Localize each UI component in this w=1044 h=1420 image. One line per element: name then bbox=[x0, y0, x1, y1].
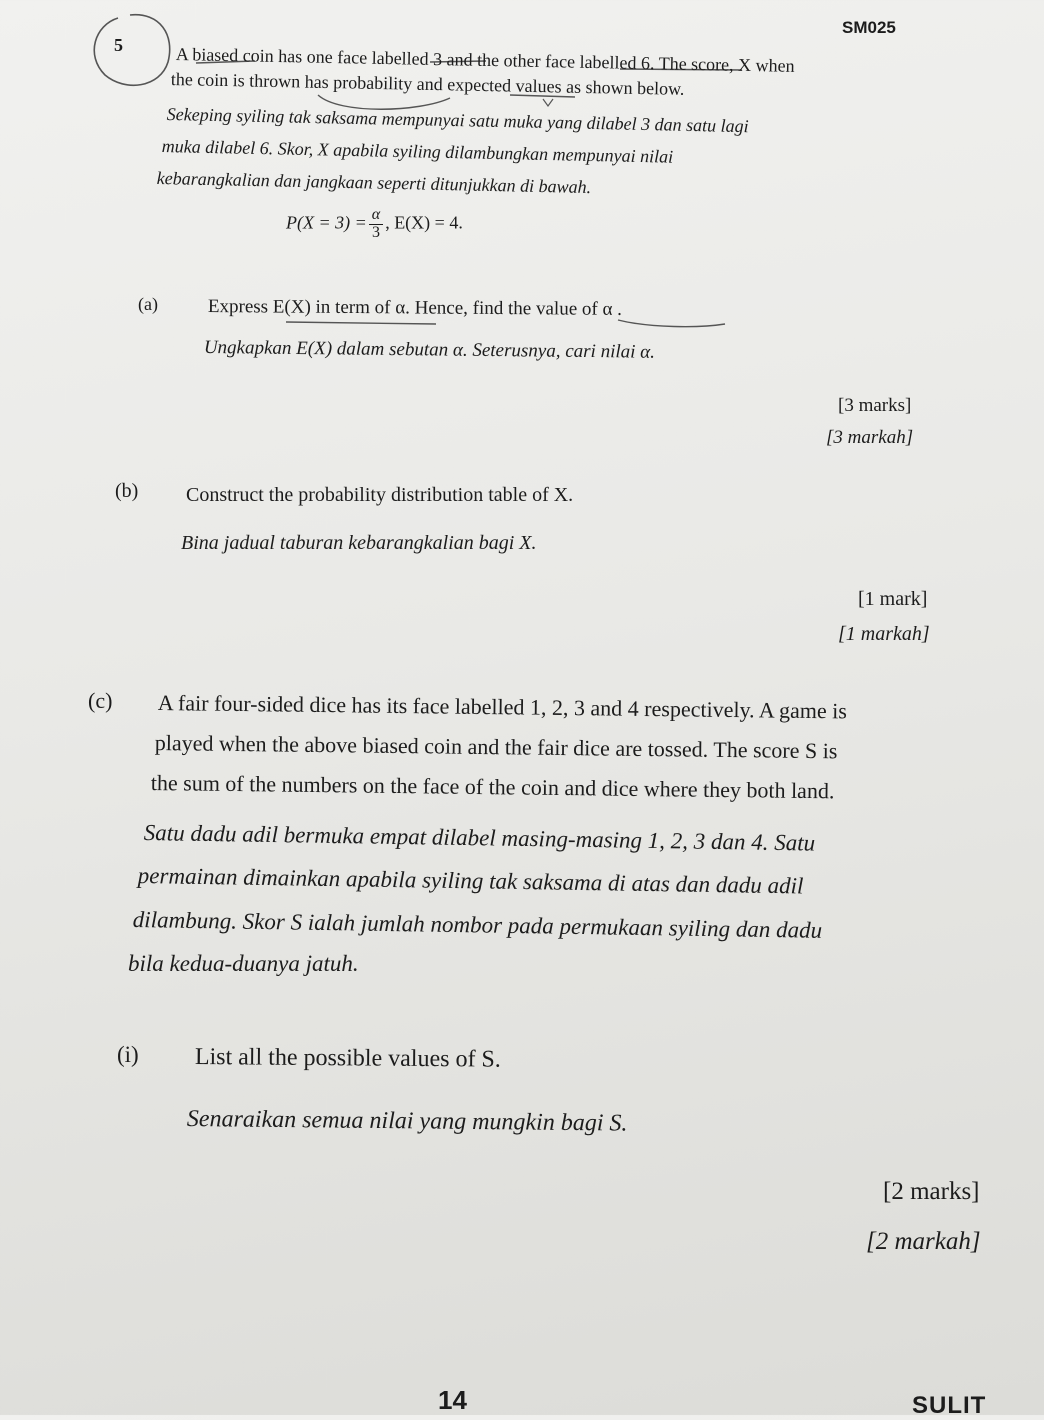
part-c-i-marks-ms: [2 markah] bbox=[866, 1228, 981, 1255]
underline-value-of-alpha bbox=[618, 320, 725, 327]
part-c-ms-line-2: permainan dimainkan apabila syiling tak saksama di atas dan dadu adil bbox=[137, 863, 804, 899]
intro-en-line-2: the coin is thrown has probability and expected values as shown below. bbox=[170, 69, 685, 99]
paper-code: SM025 bbox=[842, 18, 896, 37]
part-a-label: (a) bbox=[138, 294, 158, 314]
part-a-question-ms: Ungkapkan E(X) dalam sebutan α. Seterusnya, cari nilai α. bbox=[203, 337, 656, 363]
part-c-i-question-en: List all the possible values of S. bbox=[194, 1044, 501, 1073]
part-c-i-marks-en: [2 marks] bbox=[883, 1178, 980, 1205]
page-number: 14 bbox=[438, 1385, 467, 1415]
part-c-i-question-ms: Senaraikan semua nilai yang mungkin bagi S. bbox=[186, 1106, 628, 1137]
part-c-label: (c) bbox=[88, 688, 113, 713]
intro-ms-line-1: Sekeping syiling tak saksama mempunyai satu muka yang dilabel 3 dan satu lagi bbox=[166, 104, 749, 137]
part-c-en-line-1: A fair four-sided dice has its face labelled 1, 2, 3 and 4 respectively. A game is bbox=[157, 690, 848, 724]
underline-ex-in-term bbox=[286, 322, 436, 324]
intro-ms-line-2: muka dilabel 6. Skor, X apabila syiling dilambungkan mempunyai nilai bbox=[161, 136, 674, 167]
classification-label: SULIT bbox=[912, 1392, 987, 1419]
part-a-marks-en: [3 marks] bbox=[838, 395, 912, 416]
fraction-numerator: α bbox=[369, 207, 383, 225]
formula-rhs: , E(X) = 4. bbox=[385, 212, 463, 233]
formula-lhs: P(X = 3) = bbox=[286, 212, 367, 233]
part-b-marks-en: [1 mark] bbox=[858, 588, 928, 610]
intro-en-line-1: A biased coin has one face labelled 3 and the other face labelled 6. The score, X when bbox=[175, 44, 795, 76]
part-b-label: (b) bbox=[115, 480, 139, 502]
fraction-denominator: 3 bbox=[371, 223, 380, 241]
part-b-marks-ms: [1 markah] bbox=[838, 623, 930, 645]
part-a-question-en: Express E(X) in term of α. Hence, find the value of α . bbox=[207, 296, 623, 320]
part-b-question-ms: Bina jadual taburan kebarangkalian bagi X. bbox=[181, 532, 537, 554]
part-c-en-line-3: the sum of the numbers on the face of the coin and dice where they both land. bbox=[150, 770, 835, 804]
part-c-i-label: (i) bbox=[117, 1042, 139, 1067]
tick-mark-v bbox=[543, 99, 553, 106]
part-c-ms-line-1: Satu dadu adil bermuka empat dilabel masing-masing 1, 2, 3 dan 4. Satu bbox=[143, 820, 816, 856]
part-c-ms-line-4: bila kedua-duanya jatuh. bbox=[128, 951, 359, 976]
part-c-ms-line-3: dilambung. Skor S ialah jumlah nombor pada permukaan syiling dan dadu bbox=[132, 907, 823, 943]
part-b-question-en: Construct the probability distribution table of X. bbox=[186, 484, 574, 506]
part-a-marks-ms: [3 markah] bbox=[826, 427, 914, 448]
intro-ms-line-3: kebarangkalian dan jangkaan seperti ditunjukkan di bawah. bbox=[156, 168, 592, 198]
formula-fraction bbox=[369, 207, 383, 242]
question-number-circle bbox=[94, 15, 169, 86]
part-c-en-line-2: played when the above biased coin and the fair dice are tossed. The score S is bbox=[154, 730, 838, 764]
given-formula bbox=[286, 207, 463, 242]
question-number: 5 bbox=[114, 35, 123, 55]
